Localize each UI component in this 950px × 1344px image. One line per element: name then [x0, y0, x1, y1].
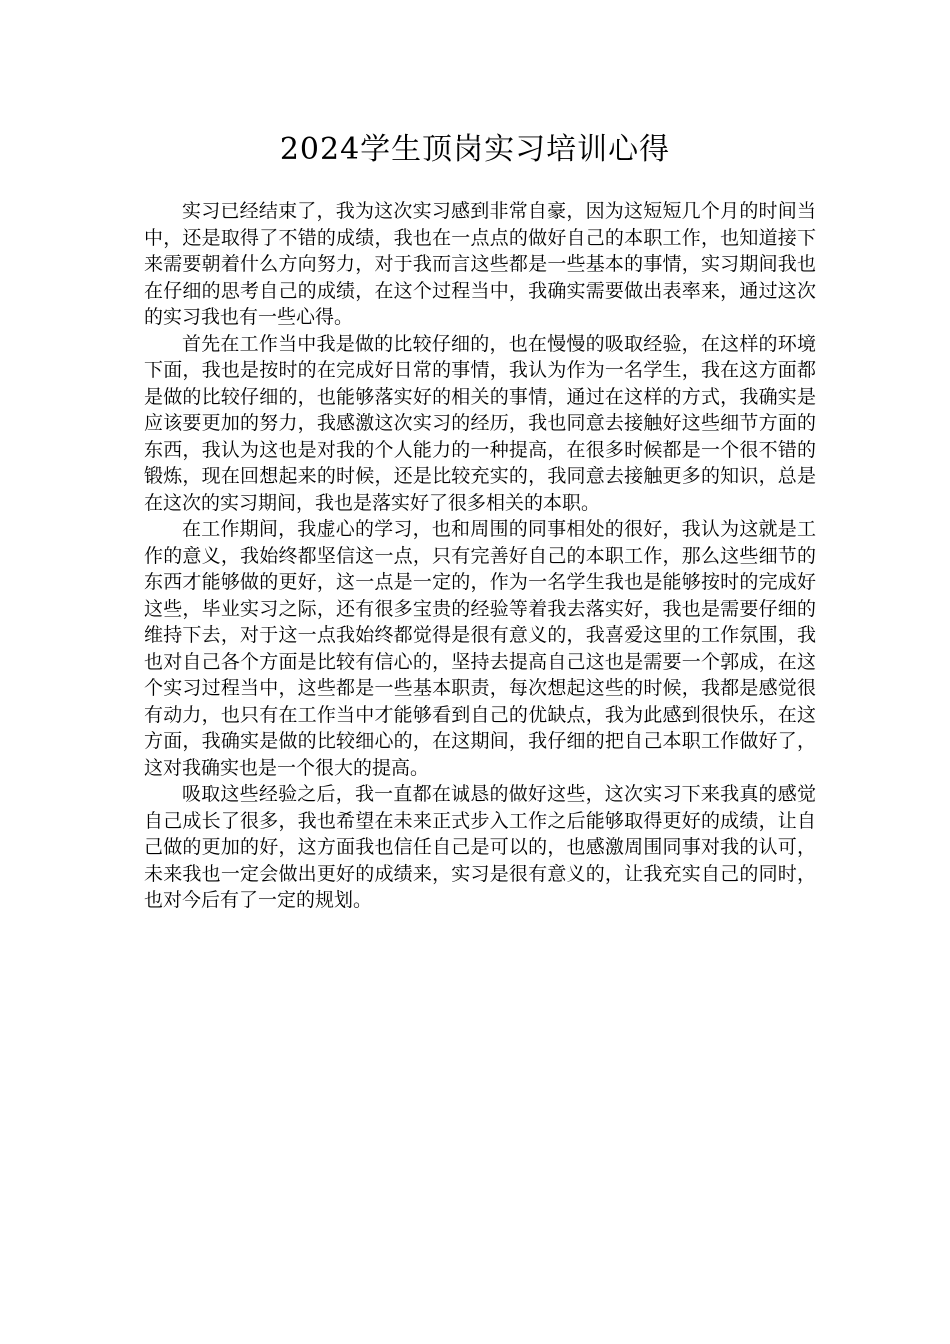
paragraph-2: 首先在工作当中我是做的比较仔细的，也在慢慢的吸取经验，在这样的环境下面，我也是按时的在完成好日常的事情，我认为作为一名学生，我在这方面都是做的比较仔细的，也能够落实好的相关的事情，通过在这样的方式，我确实是应该要更加的努力，我感激这次实习的经历，我也同意去接触好这些细节方面的东西，我认为这也是对我的个人能力的一种提高，在很多时候都是一个很不错的锻炼，现在回想起来的时候，还是比较充实的，我同意去接触更多的知识，总是在这次的实习期间，我也是落实好了很多相关的本职。 — [144, 332, 816, 514]
paragraph-3: 在工作期间，我虚心的学习，也和周围的同事相处的很好，我认为这就是工作的意义，我始终都坚信这一点，只有完善好自己的本职工作，那么这些细节的东西才能够做的更好，这一点是一定的，作为一名学生我也是能够按时的完成好这些，毕业实习之际，还有很多宝贵的经验等着我去落实好，我也是需要仔细的维持下去，对于这一点我始终都觉得是很有意义的，我喜爱这里的工作氛围，我也对自己各个方面是比较有信心的，坚持去提高自己这也是需要一个郭成，在这个实习过程当中，这些都是一些基本职责，每次想起这些的时候，我都是感觉很有动力，也只有在工作当中才能够看到自己的优缺点，我为此感到很快乐，在这方面，我确实是做的比较细心的，在这期间，我仔细的把自己本职工作做好了，这对我确实也是一个很大的提高。 — [144, 518, 816, 779]
paragraph-4: 吸取这些经验之后，我一直都在诚恳的做好这些，这次实习下来我真的感觉自己成长了很多，我也希望在未来正式步入工作之后能够取得更好的成绩，让自己做的更加的好，这方面我也信任自己是可以的，也感激周围同事对我的认可，未来我也一定会做出更好的成绩来，实习是很有意义的，让我充实自己的同时，也对今后有了一定的规划。 — [144, 783, 816, 911]
paragraph-1: 实习已经结束了，我为这次实习感到非常自豪，因为这短短几个月的时间当中，还是取得了不错的成绩，我也在一点点的做好自己的本职工作，也知道接下来需要朝着什么方向努力，对于我而言这些都是一些基本的事情，实习期间我也在仔细的思考自己的成绩，在这个过程当中，我确实需要做出表率来，通过这次的实习我也有一些心得。 — [144, 200, 816, 328]
document-body — [144, 198, 816, 914]
document-title: 2024学生顶岗实习培训心得 — [279, 132, 671, 167]
